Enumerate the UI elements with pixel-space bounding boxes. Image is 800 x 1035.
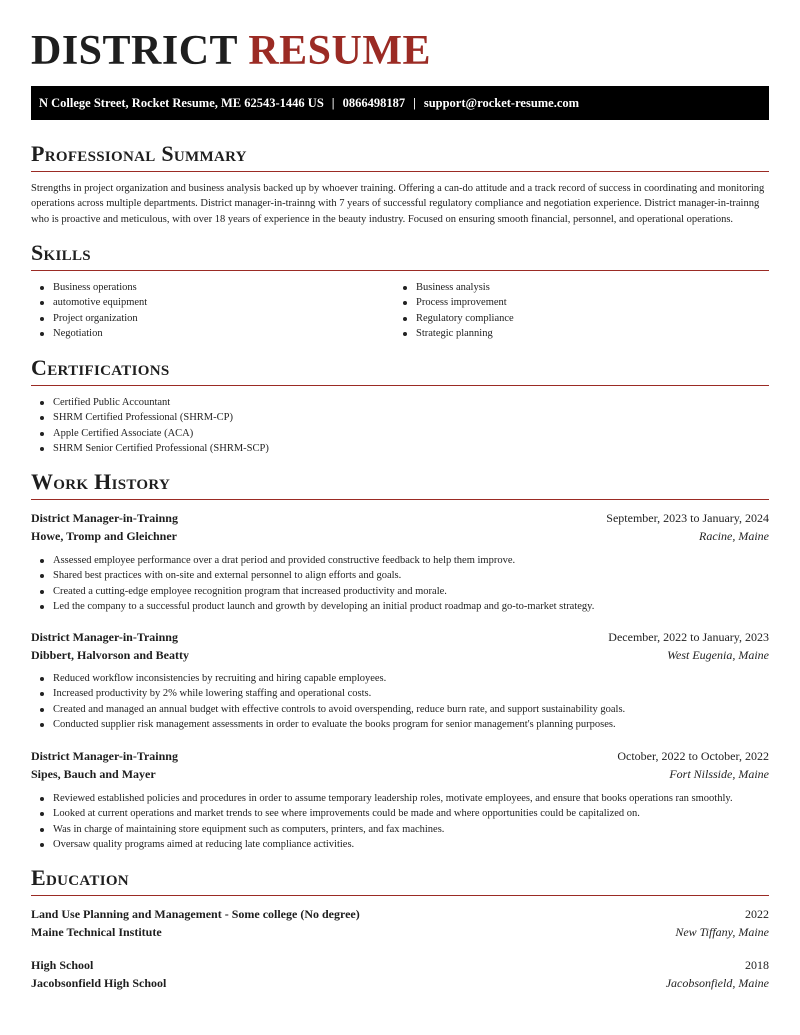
job-company: Dibbert, Halvorson and Beatty <box>31 648 190 662</box>
education-school-row <box>31 974 769 992</box>
contact-email: support@rocket-resume.com <box>423 96 580 110</box>
list-item: SHRM Certified Professional (SHRM-CP) <box>31 410 269 425</box>
job-role: District Manager-in-Trainng <box>31 749 178 763</box>
list-item: automotive equipment <box>31 295 147 310</box>
job-location: West Eugenia, Maine <box>667 648 769 662</box>
list-item: Shared best practices with on-site and external personnel to align efforts and goals. <box>31 568 594 583</box>
list-item: SHRM Senior Certified Professional (SHRM-SCP) <box>31 441 269 456</box>
job-location: Racine, Maine <box>699 529 769 543</box>
contact-separator: | <box>331 96 335 110</box>
job-dates: September, 2023 to January, 2024 <box>606 511 769 525</box>
education-year: 2018 <box>745 958 769 972</box>
list-item: Process improvement <box>394 295 514 310</box>
section-title-certifications: Certifications <box>31 355 769 386</box>
job-company-row <box>31 646 769 664</box>
list-item: Assessed employee performance over a drat period and provided constructive feedback to help them improve. <box>31 553 594 568</box>
list-item: Reviewed established policies and procedures in order to assume temporary leadership roles, motivate employees, and ensure that books operations ran smoothly. <box>31 791 733 806</box>
skills-list-left <box>31 280 147 341</box>
job-dates: October, 2022 to October, 2022 <box>617 749 769 763</box>
list-item: Certified Public Accountant <box>31 395 269 410</box>
section-title-summary: Professional Summary <box>31 141 769 172</box>
contact-bar <box>31 86 769 120</box>
education-degree: Land Use Planning and Management - Some college (No degree) <box>31 907 360 921</box>
education-school-row <box>31 923 769 941</box>
education-location: New Tiffany, Maine <box>675 925 769 939</box>
job-role: District Manager-in-Trainng <box>31 511 178 525</box>
job-company-row <box>31 765 769 783</box>
list-item: Project organization <box>31 311 147 326</box>
list-item: Apple Certified Associate (ACA) <box>31 426 269 441</box>
list-item: Increased productivity by 2% while lowering staffing and operational costs. <box>31 686 625 701</box>
name-last: RESUME <box>248 28 432 74</box>
job-title-row <box>31 747 769 765</box>
list-item: Created and managed an annual budget with effective controls to avoid overspending, reduce burn rate, and support sustainability goals. <box>31 702 625 717</box>
list-item: Reduced workflow inconsistencies by recruiting and hiring capable employees. <box>31 671 625 686</box>
job-role: District Manager-in-Trainng <box>31 630 178 644</box>
job-company: Sipes, Bauch and Mayer <box>31 767 156 781</box>
contact-address: N College Street, Rocket Resume, ME 62543-1446 US <box>39 96 324 110</box>
list-item: Negotiation <box>31 326 147 341</box>
job-company: Howe, Tromp and Gleichner <box>31 529 178 543</box>
summary-text: Strengths in project organization and business analysis backed up by whoever training. Offering a can-do attitude and a track record of success in coordinating and monitoring operations across multiple departments. District manager-in-trainng with 7 years of successful regulatory compliance and negotiation experience. District manager-in-trainng who is proactive and meticulous, with over 18 years of experience in the beauty industry. Focused on ensuring smooth financial, personnel, and operational operations. <box>31 183 765 225</box>
job-location: Fort Nilsside, Maine <box>669 767 769 781</box>
education-location: Jacobsonfield, Maine <box>665 976 769 990</box>
education-school: Jacobsonfield High School <box>31 976 167 990</box>
list-item: Led the company to a successful product launch and growth by developing an initial product roadmap and go-to-market strategy. <box>31 599 594 614</box>
resume-name <box>31 28 431 74</box>
list-item: Created a cutting-edge employee recognition program that increased productivity and morale. <box>31 584 594 599</box>
job-title-row <box>31 628 769 646</box>
job-bullets <box>31 553 594 614</box>
list-item: Regulatory compliance <box>394 311 514 326</box>
job-bullets <box>31 791 733 852</box>
contact-separator: | <box>413 96 416 110</box>
list-item: Strategic planning <box>394 326 514 341</box>
contact-phone: 0866498187 <box>342 96 406 110</box>
education-school: Maine Technical Institute <box>31 925 162 939</box>
education-degree-row <box>31 956 769 974</box>
job-dates: December, 2022 to January, 2023 <box>608 630 769 644</box>
education-degree-row <box>31 905 769 923</box>
section-title-skills: Skills <box>31 240 769 271</box>
list-item: Business operations <box>31 280 147 295</box>
job-title-row <box>31 509 769 527</box>
list-item: Business analysis <box>394 280 514 295</box>
education-year: 2022 <box>745 907 769 921</box>
certifications-list <box>31 395 269 456</box>
list-item: Was in charge of maintaining store equipment such as computers, printers, and fax machines. <box>31 822 733 837</box>
list-item: Conducted supplier risk management assessments in order to evaluate the books program for senior management's planning purposes. <box>31 717 625 732</box>
name-first: DISTRICT <box>31 28 238 74</box>
list-item: Oversaw quality programs aimed at reducing late compliance activities. <box>31 837 733 852</box>
section-title-education: Education <box>31 865 769 896</box>
skills-list-right <box>394 280 514 341</box>
education-degree: High School <box>31 958 94 972</box>
job-company-row <box>31 527 769 545</box>
list-item: Looked at current operations and market trends to see where improvements could be made and where opportunities could be capitalized on. <box>31 806 733 821</box>
section-title-work-history: Work History <box>31 469 769 500</box>
job-bullets <box>31 671 625 732</box>
